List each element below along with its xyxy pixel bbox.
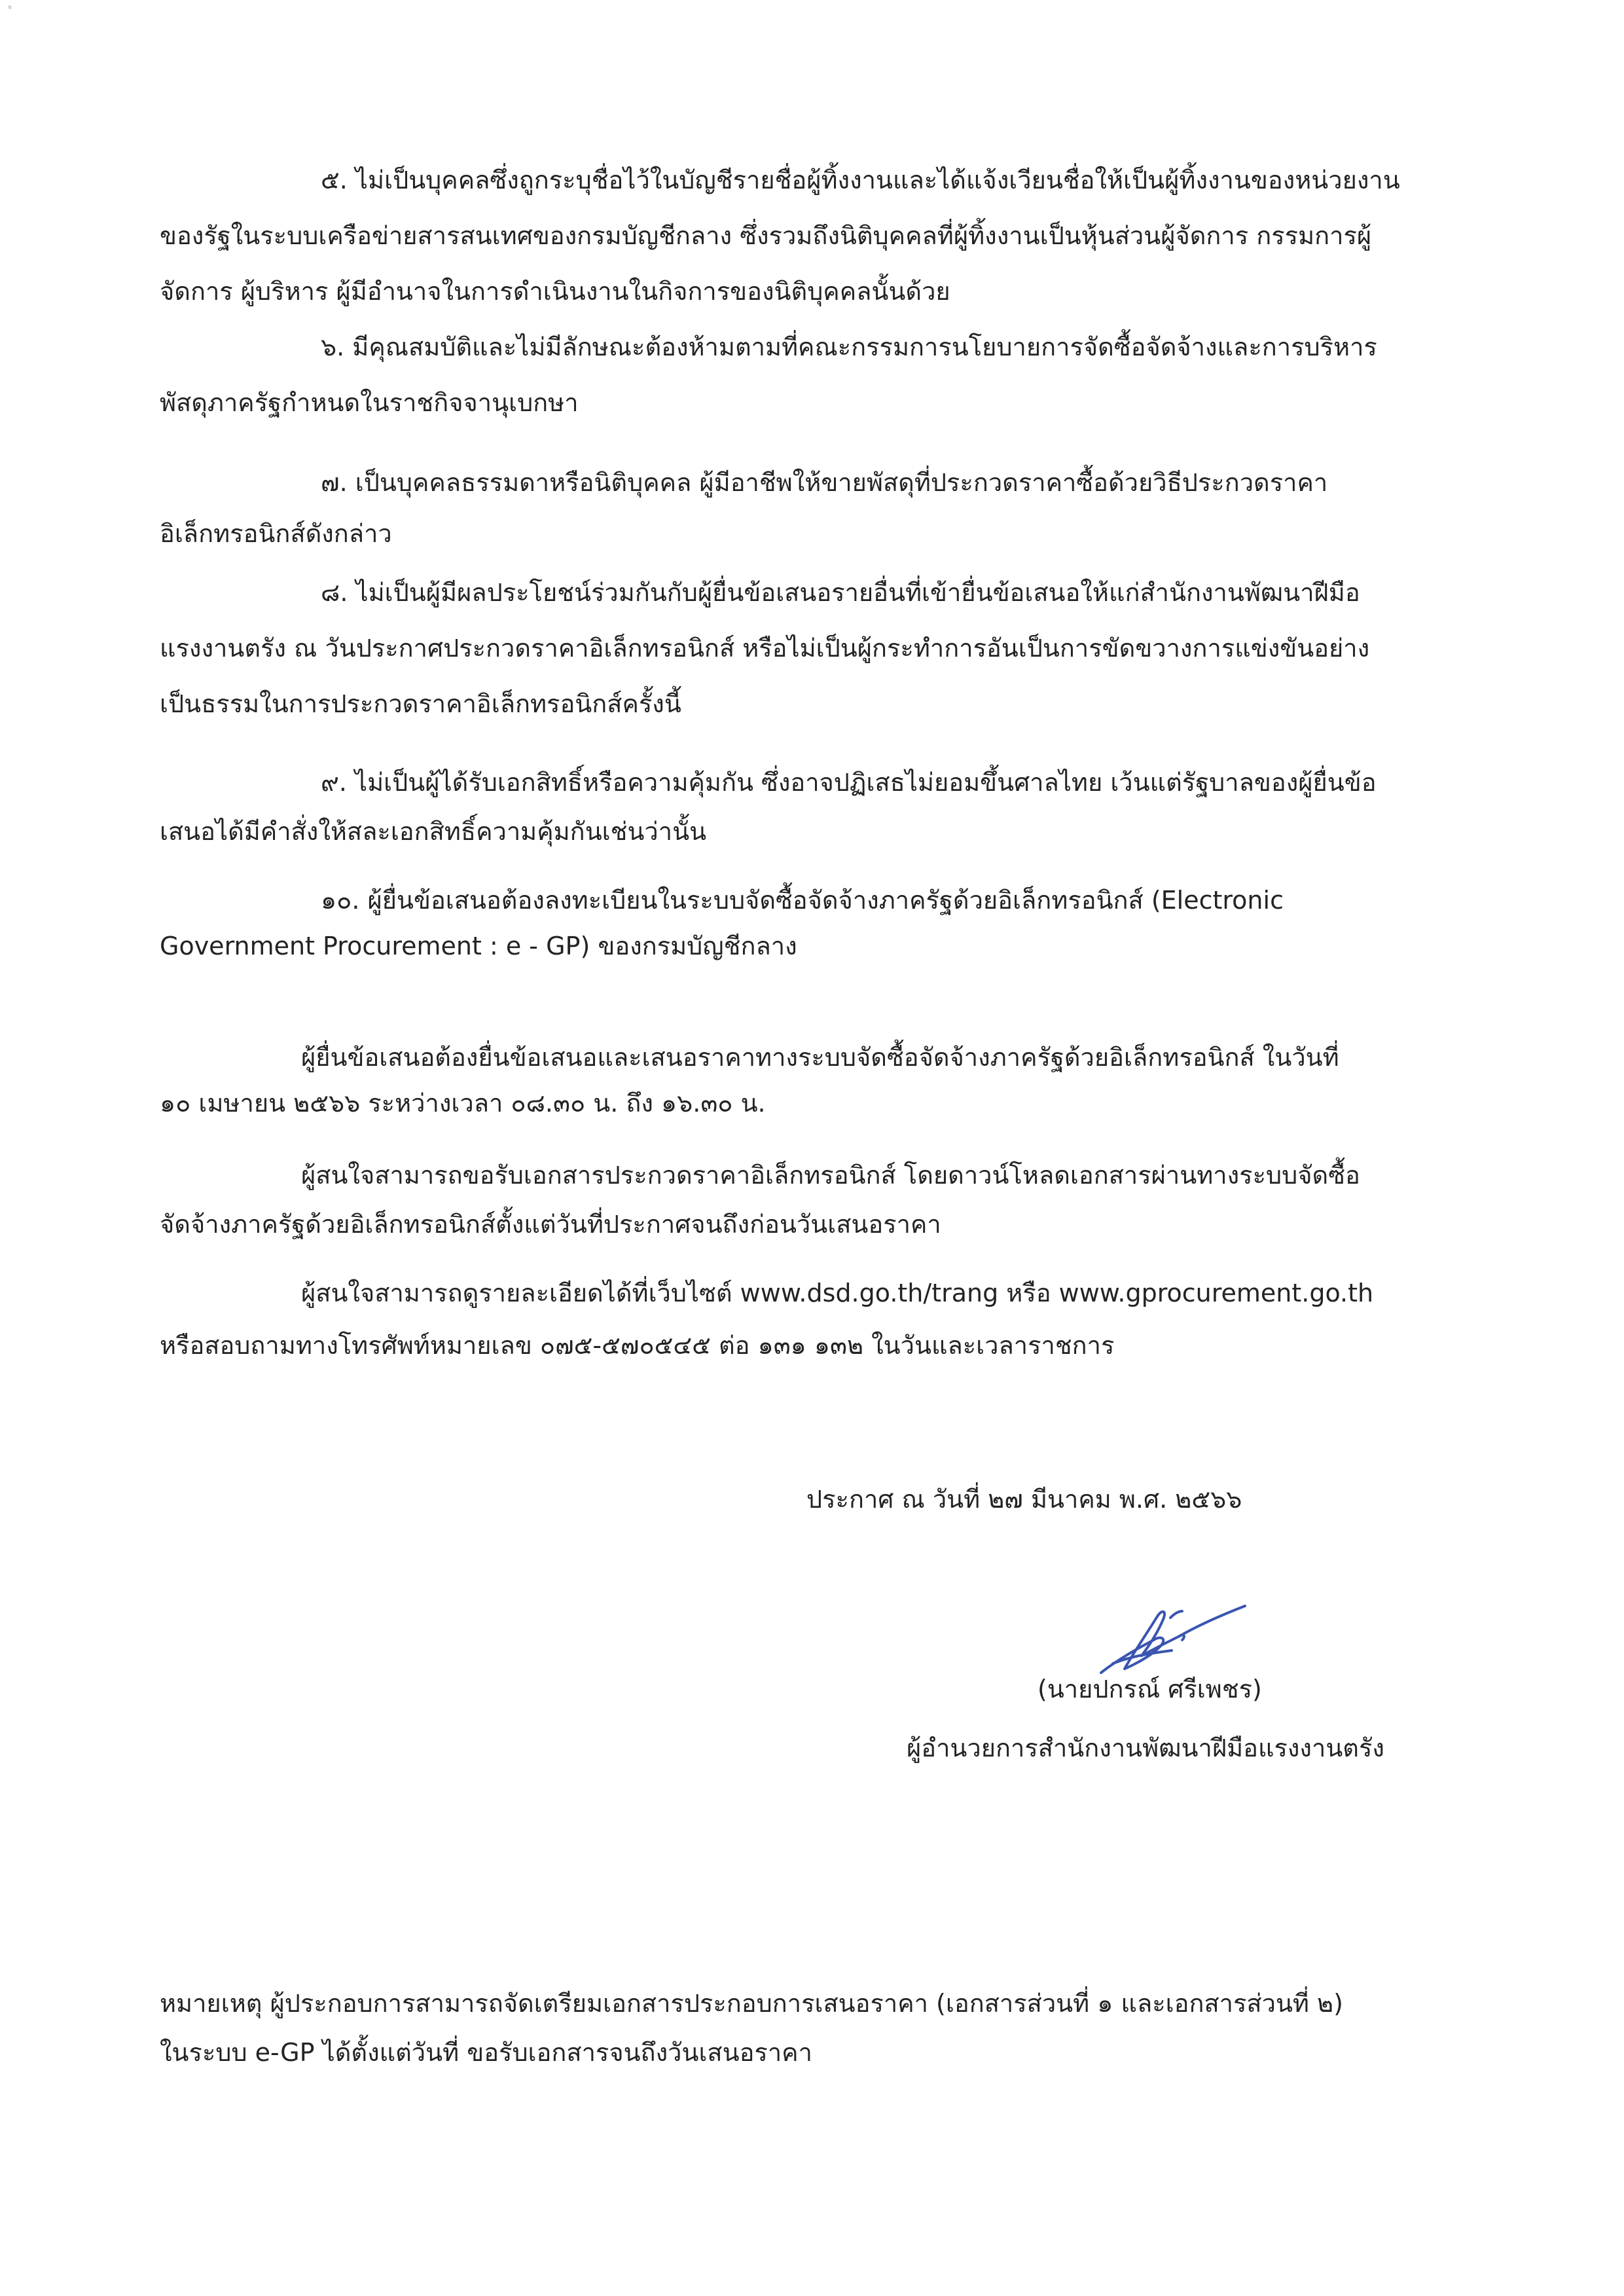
- item-10-line-2: Government Procurement : e - GP) ของกรมบัญชีกลาง: [160, 932, 797, 960]
- signatory-name: (นายปกรณ์ ศรีเพชร): [1038, 1675, 1262, 1704]
- item-8-line-3: เป็นธรรมในการประกวดราคาอิเล็กทรอนิกส์ครั้งนี้: [160, 689, 681, 718]
- announcement-date: ประกาศ ณ วันที่ ๒๗ มีนาคม พ.ศ. ๒๕๖๖: [806, 1485, 1242, 1514]
- remark-line-2: ในระบบ e-GP ได้ตั้งแต่วันที่ ขอรับเอกสารจนถึงวันเสนอราคา: [160, 2038, 812, 2067]
- item-6-line-2: พัสดุภาครัฐกำหนดในราชกิจจานุเบกษา: [160, 388, 579, 417]
- item-9-line-1: ๙. ไม่เป็นผู้ได้รับเอกสิทธิ์หรือความคุ้มกัน ซึ่งอาจปฏิเสธไม่ยอมขึ้นศาลไทย เว้นแต่รัฐบาลของผู้ยื่นข้อ: [321, 768, 1377, 797]
- bid-submission-line-2: ๑๐ เมษายน ๒๕๖๖ ระหว่างเวลา ๐๘.๓๐ น. ถึง ๑๖.๓๐ น.: [160, 1089, 766, 1118]
- item-10-line-1: ๑๐. ผู้ยื่นข้อเสนอต้องลงทะเบียนในระบบจัดซื้อจัดจ้างภาครัฐด้วยอิเล็กทรอนิกส์ (Electronic: [321, 886, 1284, 915]
- item-5-line-1: ๕. ไม่เป็นบุคคลซึ่งถูกระบุชื่อไว้ในบัญชีรายชื่อผู้ทิ้งงานและได้แจ้งเวียนชื่อให้เป็นผู้ทิ้งงานของหน่วยงาน: [321, 166, 1400, 194]
- handwritten-signature: [1093, 1588, 1250, 1686]
- scan-speck: [8, 5, 12, 9]
- item-5-line-2: ของรัฐในระบบเครือข่ายสารสนเทศของกรมบัญชีกลาง ซึ่งรวมถึงนิติบุคคลที่ผู้ทิ้งงานเป็นหุ้นส่วนผู้จัดการ กรรมการผู้: [160, 221, 1372, 250]
- document-download-line-2: จัดจ้างภาครัฐด้วยอิเล็กทรอนิกส์ตั้งแต่วันที่ประกาศจนถึงก่อนวันเสนอราคา: [160, 1210, 941, 1239]
- item-6-line-1: ๖. มีคุณสมบัติและไม่มีลักษณะต้องห้ามตามที่คณะกรรมการนโยบายการจัดซื้อจัดจ้างและการบริหาร: [321, 333, 1377, 361]
- item-9-line-2: เสนอได้มีคำสั่งให้สละเอกสิทธิ์ความคุ้มกันเช่นว่านั้น: [160, 817, 707, 846]
- contact-info-line-1: ผู้สนใจสามารถดูรายละเอียดได้ที่เว็บไซต์ www.dsd.go.th/trang หรือ www.gprocurement.go.th: [301, 1279, 1374, 1307]
- item-7-line-2: อิเล็กทรอนิกส์ดังกล่าว: [160, 519, 392, 548]
- remark-line-1: หมายเหตุ ผู้ประกอบการสามารถจัดเตรียมเอกสารประกอบการเสนอราคา (เอกสารส่วนที่ ๑ และเอกสารส่วนที่ ๒): [160, 1989, 1343, 2018]
- contact-info-line-2: หรือสอบถามทางโทรศัพท์หมายเลข ๐๗๕-๕๗๐๕๔๕ ต่อ ๑๓๑ ๑๓๒ ในวันและเวลาราชการ: [160, 1331, 1115, 1360]
- bid-submission-line-1: ผู้ยื่นข้อเสนอต้องยื่นข้อเสนอและเสนอราคาทางระบบจัดซื้อจัดจ้างภาครัฐด้วยอิเล็กทรอนิกส์ ในวันที่: [301, 1043, 1339, 1072]
- item-7-line-1: ๗. เป็นบุคคลธรรมดาหรือนิติบุคคล ผู้มีอาชีพให้ขายพัสดุที่ประกวดราคาซื้อด้วยวิธีประกวดราคา: [321, 468, 1328, 497]
- item-5-line-3: จัดการ ผู้บริหาร ผู้มีอำนาจในการดำเนินงานในกิจการของนิติบุคคลนั้นด้วย: [160, 277, 950, 306]
- document-download-line-1: ผู้สนใจสามารถขอรับเอกสารประกวดราคาอิเล็กทรอนิกส์ โดยดาวน์โหลดเอกสารผ่านทางระบบจัดซื้อ: [301, 1161, 1360, 1190]
- item-8-line-2: แรงงานตรัง ณ วันประกาศประกวดราคาอิเล็กทรอนิกส์ หรือไม่เป็นผู้กระทำการอันเป็นการขัดขวางการแข่งขันอย่าง: [160, 634, 1370, 663]
- item-8-line-1: ๘. ไม่เป็นผู้มีผลประโยชน์ร่วมกันกับผู้ยื่นข้อเสนอรายอื่นที่เข้ายื่นข้อเสนอให้แก่สำนักงานพัฒนาฝีมือ: [321, 578, 1360, 607]
- signatory-position: ผู้อำนวยการสำนักงานพัฒนาฝีมือแรงงานตรัง: [907, 1734, 1384, 1762]
